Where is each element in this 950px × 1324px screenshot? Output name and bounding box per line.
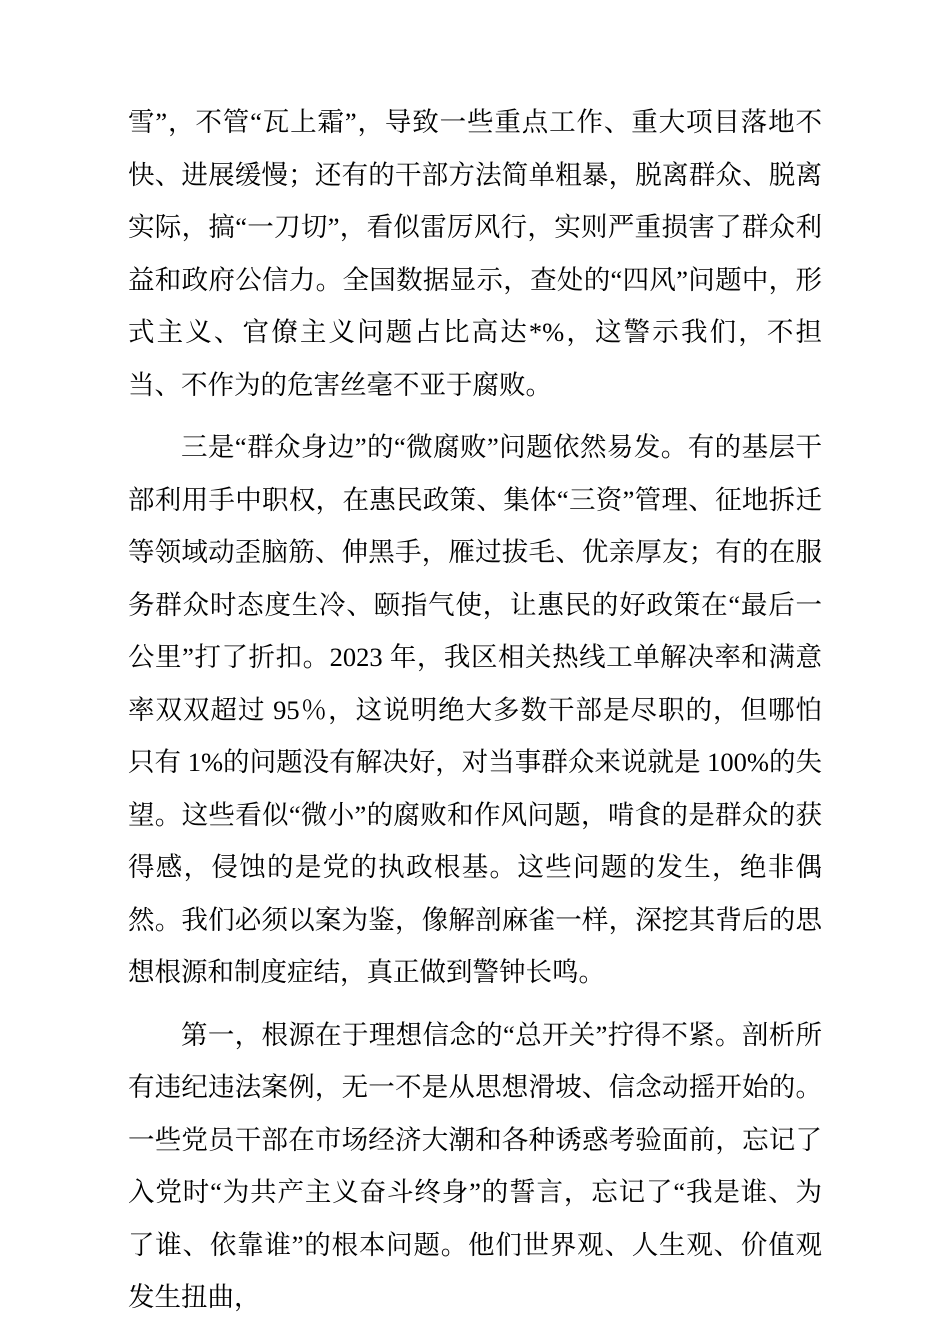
paragraph-1: 雪”，不管“瓦上霜”，导致一些重点工作、重大项目落地不快、进展缓慢；还有的干部方法简单粗暴，脱离群众、脱离实际，搞“一刀切”，看似雷厉风行，实则严重损害了群众利益和政府公信力。全国数据显示，查处的“四风”问题中，形式主义、官僚主义问题占比高达*%，这警示我们，不担当、不作为的危害丝毫不亚于腐败。: [128, 107, 822, 400]
document-body: [128, 96, 822, 1324]
paragraph-2: 三是“群众身边”的“微腐败”问题依然易发。有的基层干部利用手中职权，在惠民政策、集体“三资”管理、征地拆迁等领域动歪脑筋、伸黑手，雁过拔毛、优亲厚友；有的在服务群众时态度生冷、颐指气使，让惠民的好政策在“最后一公里”打了折扣。2023 年，我区相关热线工单解决率和满意率双双超过 95％，这说明绝大多数干部是尽职的，但哪怕只有 1%的问题没有解决好，对当事群众来说就是 100%的失望。这些看似“微小”的腐败和作风问题，啃食的是群众的获得感，侵蚀的是党的执政根基。这些问题的发生，绝非偶然。我们必须以案为鉴，像解剖麻雀一样，深挖其背后的思想根源和制度症结，真正做到警钟长鸣。: [128, 432, 822, 987]
paragraph-3: 第一，根源在于理想信念的“总开关”拧得不紧。剖析所有违纪违法案例，无一不是从思想滑坡、信念动摇开始的。一些党员干部在市场经济大潮和各种诱惑考验面前，忘记了入党时“为共产主义奋斗终身”的誓言，忘记了“我是谁、为了谁、依靠谁”的根本问题。他们世界观、人生观、价值观发生扭曲，: [128, 1019, 822, 1312]
